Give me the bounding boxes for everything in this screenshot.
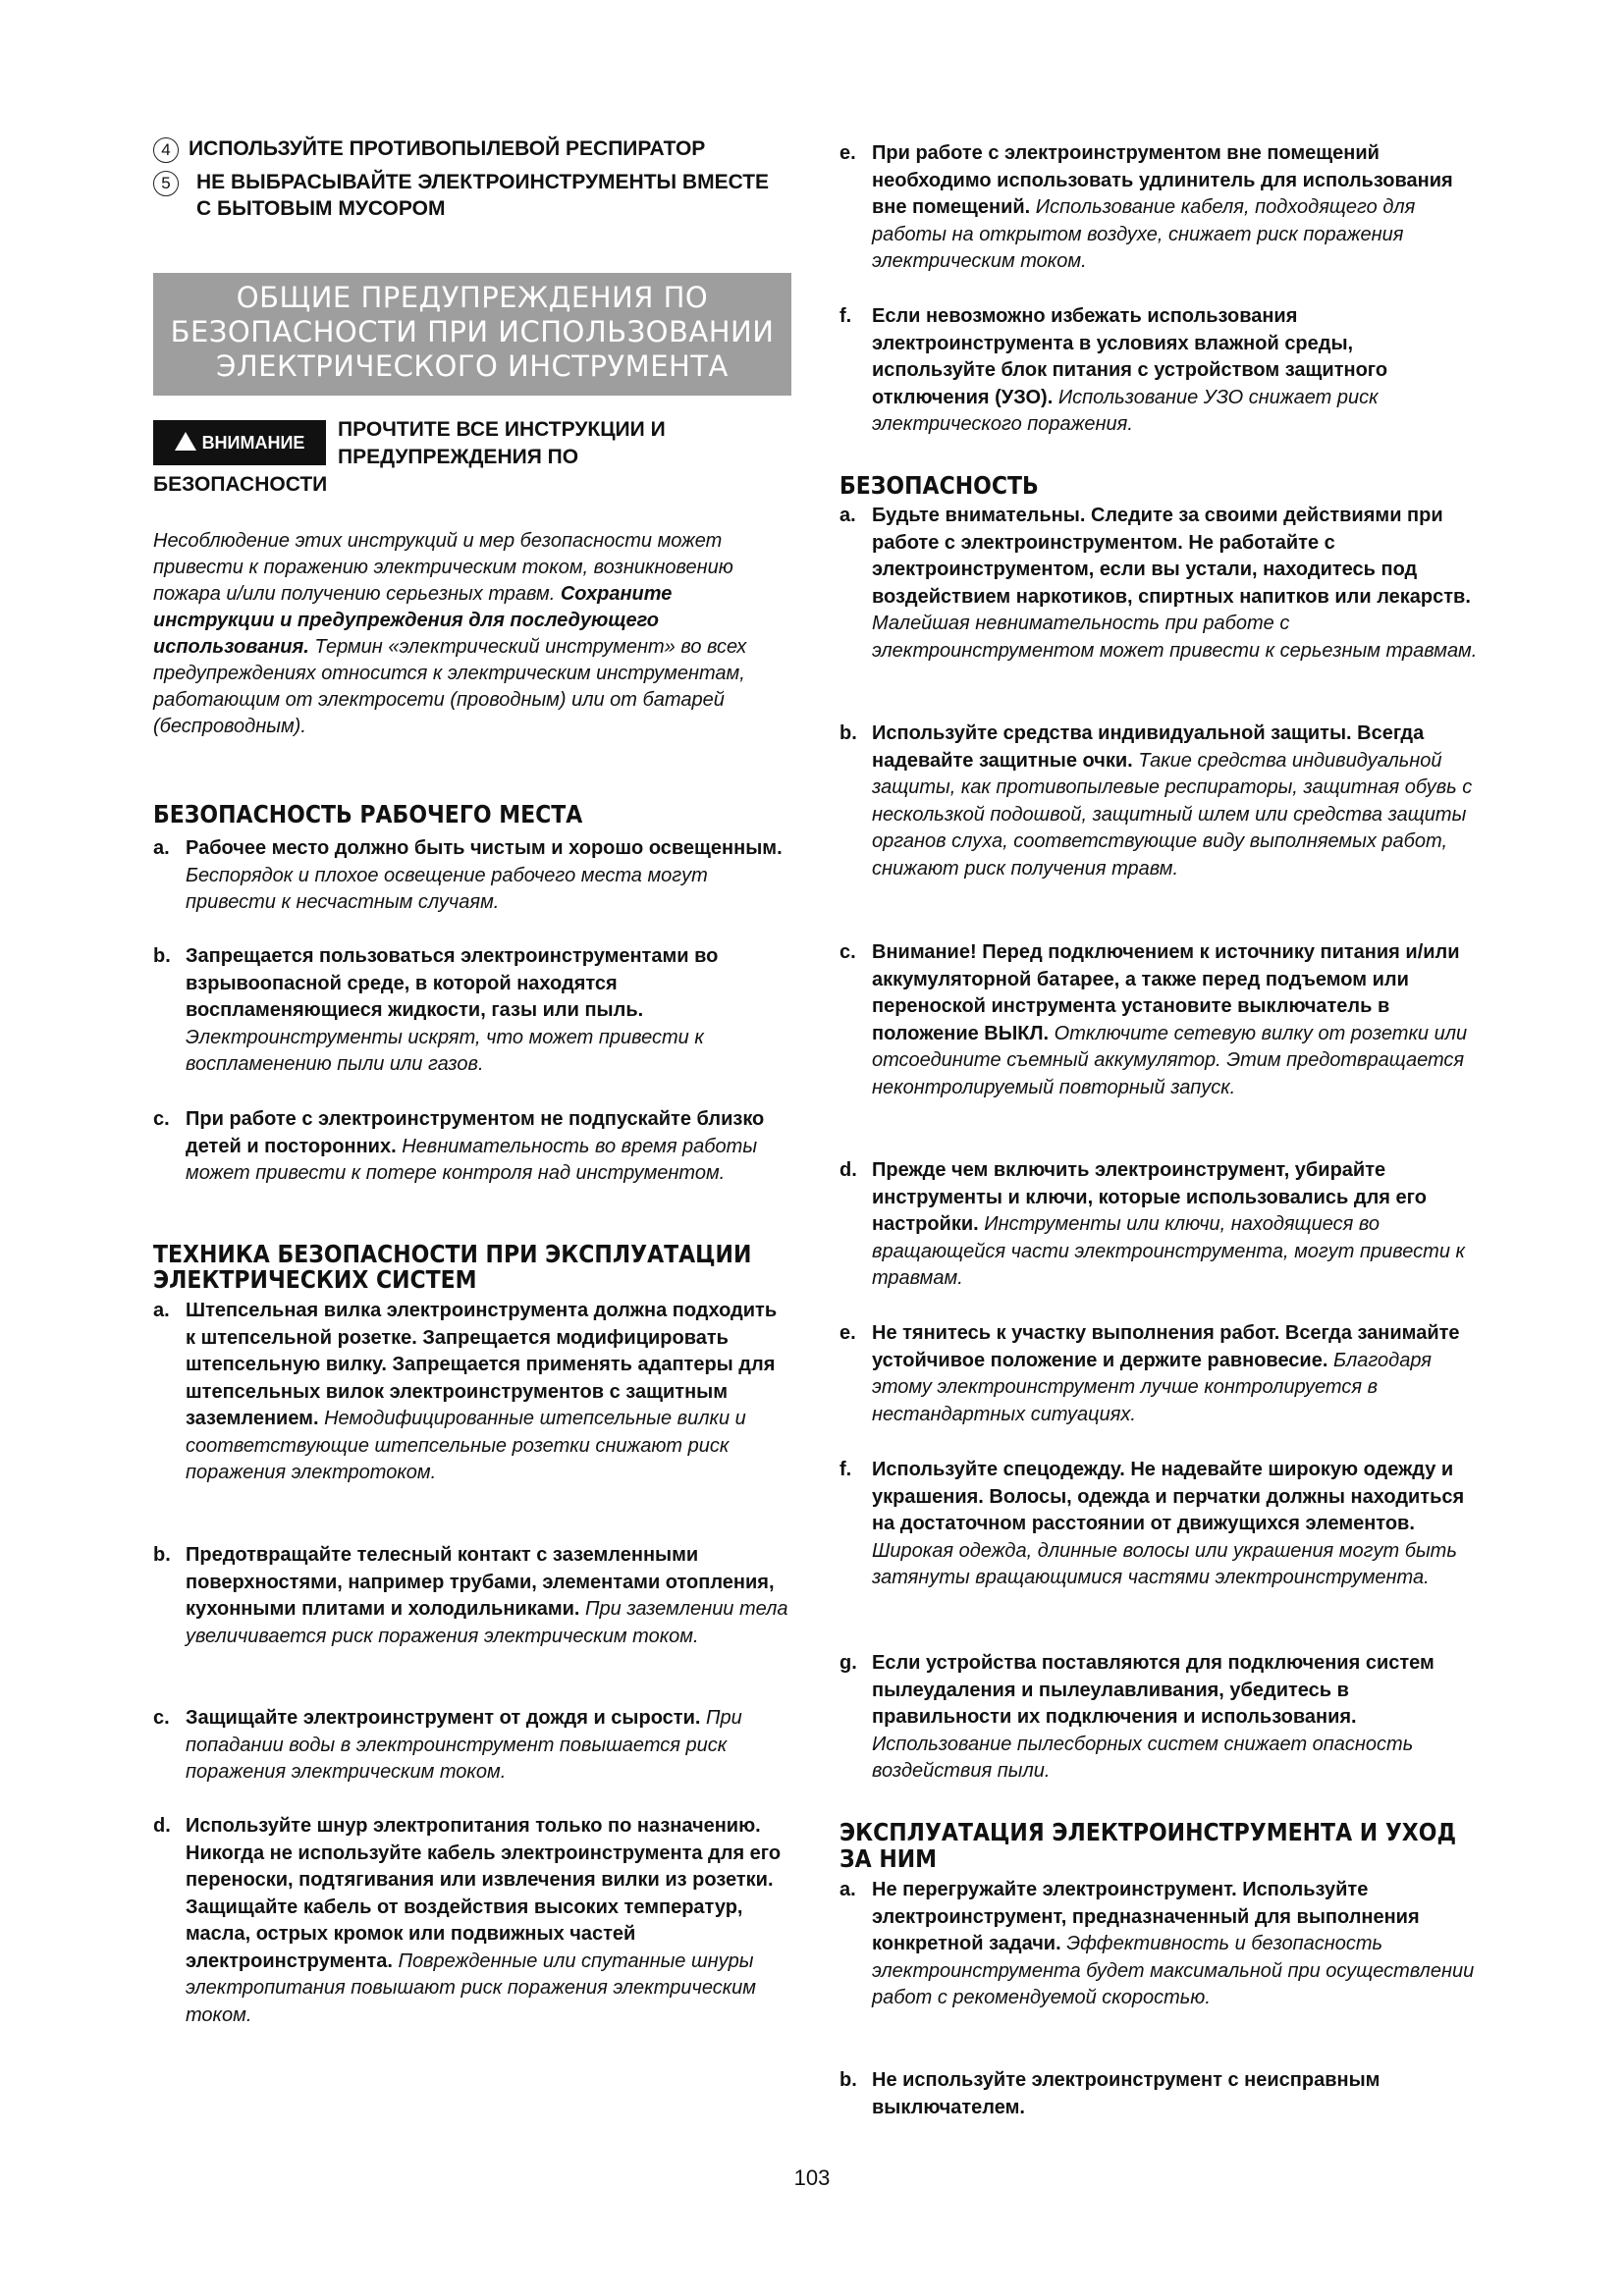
banner-line: ЭЛЕКТРИЧЕСКОГО ИНСТРУМЕНТА bbox=[216, 349, 729, 383]
note-respirator bbox=[153, 135, 821, 163]
section-title-personal: БЕЗОПАСНОСТЬ bbox=[839, 471, 1039, 500]
item-italic-text: Инструменты или ключи, находящиеся во вращающейся части электроинструмента, могут привести к травмам. bbox=[872, 1213, 1465, 1289]
intro-text: Термин «электрический инструмент» во всех предупреждениях относится к электрическим инструментам, работающим от электросети (проводным) или от батарей (беспроводным). bbox=[153, 636, 747, 737]
item-italic-text: Использование УЗО снижает риск электрического поражения. bbox=[872, 386, 1379, 435]
item-italic-text: Беспорядок и плохое освещение рабочего места могут привести к несчастным случаям. bbox=[186, 864, 708, 913]
item-bold-text: Используйте шнур электропитания только по назначению. Никогда не используйте кабель электроинструмента для его переноски, подтягивания или извлечения вилки из розетки. Защищайте кабель от воздействия высоких температур, масла, острых кромок или подвижных частей электроинструмента. bbox=[186, 1815, 782, 1972]
intro-paragraph bbox=[153, 528, 791, 740]
item-letter: d. bbox=[153, 1815, 171, 1837]
item-letter: f. bbox=[839, 305, 852, 327]
list-item bbox=[153, 1106, 791, 1188]
item-bold-text: Рабочее место должно быть чистым и хорошо освещенным. bbox=[186, 837, 783, 859]
item-bold-text: Будьте внимательны. Следите за своими действиями при работе с электроинструментом. Не работайте с электроинструментом, если вы устали, находитесь под воздействием наркотиков, спиртных напитков или лекарств. bbox=[872, 505, 1471, 608]
item-bold-text: Предотвращайте телесный контакт с заземленными поверхностями, например трубами, элементами отопления, кухонными плитами и холодильниками. bbox=[186, 1544, 775, 1620]
item-bold-text: При работе с электроинструментом вне помещений необходимо использовать удлинитель для использования вне помещений. bbox=[872, 142, 1453, 218]
item-letter: g. bbox=[839, 1652, 857, 1674]
item-letter: c. bbox=[153, 1707, 170, 1729]
item-bold-text: Запрещается пользоваться электроинструментами во взрывоопасной среде, в которой находятся воспламеняющиеся жидкости, газы или пыль. bbox=[186, 945, 719, 1021]
item-bold-text: Не используйте электроинструмент с неисправным выключателем. bbox=[872, 2069, 1380, 2118]
warning-triangle-icon bbox=[175, 432, 196, 451]
item-italic-text: Широкая одежда, длинные волосы или украшения могут быть затянуты вращающимися частями электроинструмента. bbox=[872, 1539, 1457, 1588]
section-title-care-line2: ЗА НИМ bbox=[839, 1844, 938, 1873]
item-letter: d. bbox=[839, 1159, 857, 1181]
list-item bbox=[839, 721, 1478, 882]
item-letter: a. bbox=[839, 1879, 856, 1900]
list-item bbox=[153, 835, 791, 917]
item-italic-text: Благодаря этому электроинструмент лучше контролируется в нестандартных ситуациях. bbox=[872, 1349, 1432, 1425]
list-item bbox=[839, 1650, 1478, 1786]
item-italic-text: При заземлении тела увеличивается риск поражения электрическим током. bbox=[186, 1598, 788, 1647]
item-italic-text: Малейшая невнимательность при работе с электроинструментом может привести к серьезным травмам. bbox=[872, 613, 1478, 662]
item-bold-text: Прежде чем включить электроинструмент, убирайте инструменты и ключи, которые использовались для его настройки. bbox=[872, 1159, 1427, 1235]
item-italic-text: Отключите сетевую вилку от розетки или отсоедините съемный аккумулятор. Этим предотвращается неконтролируемый повторный запуск. bbox=[872, 1022, 1468, 1098]
item-italic-text: Использование кабеля, подходящего для работы на открытом воздухе, снижает риск поражения электрическим током. bbox=[872, 196, 1416, 272]
item-bold-text: Не перегружайте электроинструмент. Используйте электроинструмент, предназначенный для выполнения конкретной задачи. bbox=[872, 1879, 1420, 1954]
intro-text: Несоблюдение этих инструкций и мер безопасности может привести к поражению электрическим током, возникновению пожара и/или получению серьезных травм. bbox=[153, 530, 733, 605]
item-letter: e. bbox=[839, 1322, 856, 1344]
item-bold-text: Если невозможно избежать использования электроинструмента в условиях влажной среды, используйте блок питания с устройством защитного отключения (УЗО). bbox=[872, 305, 1388, 408]
warning-heading-line: ПРОЧТИТЕ ВСЕ ИНСТРУКЦИИ И bbox=[338, 418, 666, 441]
item-bold-text: Защищайте электроинструмент от дождя и сырости. bbox=[186, 1707, 701, 1729]
section-banner bbox=[153, 273, 791, 396]
number-5-icon: 5 bbox=[153, 171, 179, 196]
list-item bbox=[153, 1705, 791, 1787]
item-italic-text: Эффективность и безопасность электроинструмента будет максимальной при осуществлении работ с рекомендуемой скоростью. bbox=[872, 1933, 1475, 2008]
section-title-workplace: БЕЗОПАСНОСТЬ РАБОЧЕГО МЕСТА bbox=[153, 800, 583, 828]
item-letter: a. bbox=[839, 505, 856, 526]
item-letter: b. bbox=[153, 945, 171, 967]
item-letter: e. bbox=[839, 142, 856, 164]
item-letter: b. bbox=[839, 2069, 857, 2091]
item-italic-text: При попадании воды в электроинструмент повышается риск поражения электрическим током. bbox=[186, 1707, 742, 1783]
list-item bbox=[839, 1320, 1478, 1428]
warning-badge-label: ВНИМАНИЕ bbox=[201, 433, 305, 453]
list-item bbox=[839, 1877, 1478, 2012]
item-bold-text: Не тянитесь к участку выполнения работ. Всегда занимайте устойчивое положение и держите равновесие. bbox=[872, 1322, 1460, 1371]
item-bold-text: Внимание! Перед подключением к источнику питания и/или аккумуляторной батарее, а также перед подъемом или переноской инструмента установите выключатель в положение ВЫКЛ. bbox=[872, 941, 1460, 1044]
intro-bold-text: Сохраните инструкции и предупреждения для последующего использования. bbox=[153, 583, 673, 658]
item-letter: b. bbox=[839, 722, 857, 744]
item-letter: a. bbox=[153, 837, 170, 859]
list-item bbox=[839, 1457, 1478, 1592]
banner-line: БЕЗОПАСНОСТИ ПРИ ИСПОЛЬЗОВАНИИ bbox=[170, 315, 775, 348]
item-letter: c. bbox=[839, 941, 856, 963]
page-number: 103 bbox=[793, 2165, 831, 2190]
list-item bbox=[839, 303, 1478, 439]
item-italic-text: Немодифицированные штепсельные вилки и соответствующие штепсельные розетки снижают риск поражения электротоком. bbox=[186, 1408, 746, 1483]
note-text: ИСПОЛЬЗУЙТЕ ПРОТИВОПЫЛЕВОЙ РЕСПИРАТОР bbox=[189, 137, 706, 160]
item-italic-text: Такие средства индивидуальной защиты, как противопылевые респираторы, защитная обувь с нескользкой подошвой, защитный шлем или средства защиты органов слуха, соответствующие виду выполняемых работ, снижают риск получения травм. bbox=[872, 749, 1473, 880]
item-bold-text: Используйте средства индивидуальной защиты. Всегда надевайте защитные очки. bbox=[872, 722, 1425, 772]
item-bold-text: Если устройства поставляются для подключения систем пылеудаления и пылеулавливания, убедитесь в правильности их подключения и использования. bbox=[872, 1652, 1435, 1728]
warning-badge bbox=[153, 420, 326, 465]
list-item bbox=[153, 1542, 791, 1650]
list-item bbox=[839, 939, 1478, 1101]
warning-heading-line: БЕЗОПАСНОСТИ bbox=[153, 473, 328, 496]
list-item bbox=[839, 2067, 1478, 2121]
section-title-electrical: ТЕХНИКА БЕЗОПАСНОСТИ ПРИ ЭКСПЛУАТАЦИИ bbox=[153, 1240, 752, 1268]
number-4-icon: 4 bbox=[153, 137, 179, 163]
list-item bbox=[153, 943, 791, 1079]
item-letter: a. bbox=[153, 1300, 170, 1321]
item-letter: f. bbox=[839, 1459, 852, 1480]
item-letter: b. bbox=[153, 1544, 171, 1566]
section-title-electrical-line2: ЭЛЕКТРИЧЕСКИХ СИСТЕМ bbox=[153, 1265, 477, 1294]
item-bold-text: Используйте спецодежду. Не надевайте широкую одежду и украшения. Волосы, одежда и перчатки должны находиться на достаточном расстоянии от движущихся элементов. bbox=[872, 1459, 1465, 1534]
section-title-care: ЭКСПЛУАТАЦИЯ ЭЛЕКТРОИНСТРУМЕНТА И УХОД bbox=[839, 1818, 1457, 1846]
note-disposal bbox=[153, 169, 801, 222]
item-letter: c. bbox=[153, 1108, 170, 1130]
item-italic-text: Использование пылесборных систем снижает опасность воздействия пыли. bbox=[872, 1733, 1414, 1782]
list-item bbox=[153, 1813, 791, 2029]
list-item bbox=[153, 1298, 791, 1487]
item-bold-text: Штепсельная вилка электроинструмента должна подходить к штепсельной розетке. Запрещается модифицировать штепсельную вилку. Запрещается применять адаптеры для штепсельных вилок электроинструментов с защитным заземлением. bbox=[186, 1300, 778, 1429]
warning-heading-line: ПРЕДУПРЕЖДЕНИЯ ПО bbox=[338, 446, 579, 468]
list-item bbox=[839, 1157, 1478, 1293]
item-italic-text: Поврежденные или спутанные шнуры электропитания повышают риск поражения электрическим током. bbox=[186, 1949, 757, 2026]
item-italic-text: Электроинструменты искрят, что может привести к воспламенению пыли или газов. bbox=[186, 1026, 704, 1075]
note-text: НЕ ВЫБРАСЫВАЙТЕ ЭЛЕКТРОИНСТРУМЕНТЫ ВМЕСТЕ С БЫТОВЫМ МУСОРОМ bbox=[196, 171, 770, 220]
banner-line: ОБЩИЕ ПРЕДУПРЕЖДЕНИЯ ПО bbox=[236, 281, 709, 314]
item-italic-text: Невнимательность во время работы может привести к потере контроля над инструментом. bbox=[186, 1135, 758, 1184]
list-item bbox=[839, 140, 1478, 276]
list-item bbox=[839, 503, 1478, 665]
item-bold-text: При работе с электроинструментом не подпускайте близко детей и посторонних. bbox=[186, 1108, 765, 1157]
